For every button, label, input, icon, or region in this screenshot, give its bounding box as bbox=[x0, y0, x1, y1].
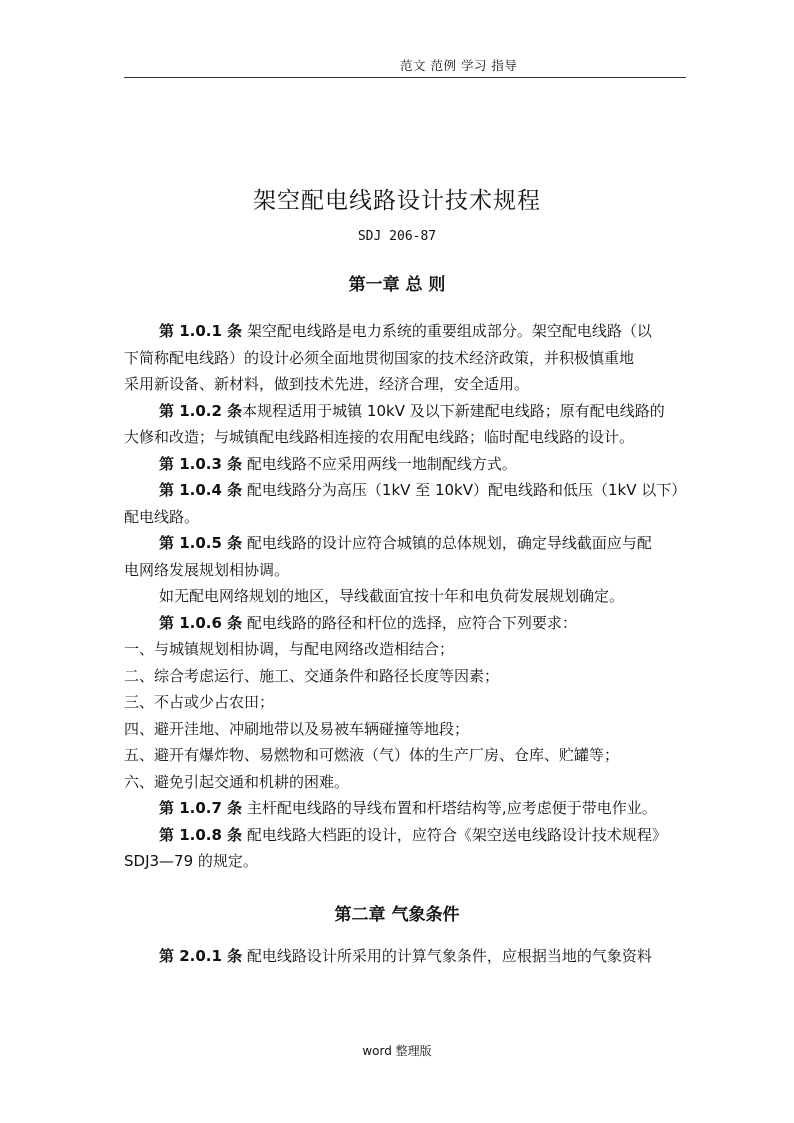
line-text: 主杆配电线路的导线布置和杆塔结构等,应考虑便于带电作业。 bbox=[242, 799, 657, 817]
line-text: 如无配电网络规划的地区，导线截面宜按十年和电负荷发展规划确定。 bbox=[159, 587, 625, 605]
clause-label: 第 1.0.1 条 bbox=[159, 322, 243, 340]
list-item bbox=[124, 716, 686, 743]
page-footer: word 整理版 bbox=[362, 1044, 432, 1058]
line-text: 一、与城镇规划相协调，与配电网络改造相结合； bbox=[124, 640, 455, 658]
line-text: 配电线路分为高压（1kV 至 10kV）配电线路和低压（1kV 以下） bbox=[242, 481, 687, 499]
clause-label: 第 1.0.3 条 bbox=[159, 454, 243, 473]
line-text: 五、避开有爆炸物、易燃物和可燃液（气）体的生产厂房、仓库、贮罐等； bbox=[124, 746, 620, 764]
chapter-1-heading: 第一章 总 则 bbox=[348, 275, 446, 295]
paragraph-line bbox=[124, 318, 686, 345]
list-item bbox=[124, 742, 686, 769]
line-text: 采用新设备、新材料，做到技术先进，经济合理，安全适用。 bbox=[124, 375, 530, 393]
clause-label: 第 2.0.1 条 bbox=[159, 947, 243, 965]
document-title: 架空配电线路设计技术规程 bbox=[253, 188, 541, 214]
chapter-1-body bbox=[124, 318, 686, 875]
list-item bbox=[124, 663, 686, 690]
line-text: 本规程适用于城镇 10kV 及以下新建配电线路；原有配电线路的 bbox=[242, 401, 665, 420]
line-text: 三、不占或少占农田； bbox=[124, 693, 275, 711]
paragraph-line bbox=[124, 424, 686, 451]
line-text: 六、避免引起交通和机耕的困难。 bbox=[124, 772, 350, 791]
chapter-2-heading: 第二章 气象条件 bbox=[334, 905, 460, 925]
clause-label: 第 1.0.6 条 bbox=[159, 613, 243, 632]
line-text: 配电线路的设计应符合城镇的总体规划，确定导线截面应与配 bbox=[242, 534, 652, 552]
line-text: 下简称配电线路）的设计必须全面地贯彻国家的技术经济政策，并积极慎重地 bbox=[124, 348, 635, 367]
page-header bbox=[124, 55, 686, 78]
paragraph-line bbox=[124, 822, 686, 849]
standard-code: SDJ 206-87 bbox=[357, 229, 437, 244]
paragraph-line bbox=[124, 795, 686, 822]
clause-label: 第 1.0.4 条 bbox=[159, 481, 243, 499]
header-text: 范文 范例 学习 指导 bbox=[400, 58, 518, 73]
paragraph-line bbox=[124, 504, 686, 531]
line-text: 配电线路设计所采用的计算气象条件，应根据当地的气象资料 bbox=[242, 947, 652, 965]
line-text: 配电线路大档距的设计，应符合《架空送电线路设计技术规程》 bbox=[242, 825, 667, 844]
line-text: 电网络发展规划相协调。 bbox=[124, 560, 290, 579]
line-text: 配电线路的路径和杆位的选择，应符合下列要求： bbox=[242, 613, 577, 632]
clause-label: 第 1.0.5 条 bbox=[159, 534, 243, 552]
paragraph-line bbox=[124, 848, 686, 875]
list-item bbox=[124, 769, 686, 796]
list-item bbox=[124, 636, 686, 663]
line-text: 配电线路。 bbox=[124, 507, 200, 526]
clause-label: 第 1.0.2 条 bbox=[159, 401, 243, 420]
chapter-2-body bbox=[124, 943, 686, 970]
line-text: SDJ3—79 的规定。 bbox=[124, 852, 258, 870]
paragraph-line bbox=[124, 557, 686, 584]
clause-label: 第 1.0.7 条 bbox=[159, 799, 243, 817]
clause-label: 第 1.0.8 条 bbox=[159, 825, 243, 844]
paragraph-line bbox=[124, 610, 686, 637]
paragraph-line bbox=[124, 398, 686, 425]
paragraph-line bbox=[124, 345, 686, 372]
line-text: 配电线路不应采用两线一地制配线方式。 bbox=[242, 454, 517, 473]
line-text: 二、综合考虑运行、施工、交通条件和路径长度等因素； bbox=[124, 666, 500, 685]
paragraph-line bbox=[124, 943, 686, 970]
paragraph-line bbox=[124, 371, 686, 398]
line-text: 架空配电线路是电力系统的重要组成部分。架空配电线路（以 bbox=[242, 322, 652, 340]
paragraph-line bbox=[124, 477, 686, 504]
paragraph-line bbox=[124, 530, 686, 557]
paragraph-line bbox=[124, 451, 686, 478]
paragraph-line bbox=[124, 583, 686, 610]
line-text: 四、避开洼地、冲刷地带以及易被车辆碰撞等地段； bbox=[124, 719, 470, 738]
line-text: 大修和改造；与城镇配电线路相连接的农用配电线路；临时配电线路的设计。 bbox=[124, 428, 635, 446]
list-item bbox=[124, 689, 686, 716]
